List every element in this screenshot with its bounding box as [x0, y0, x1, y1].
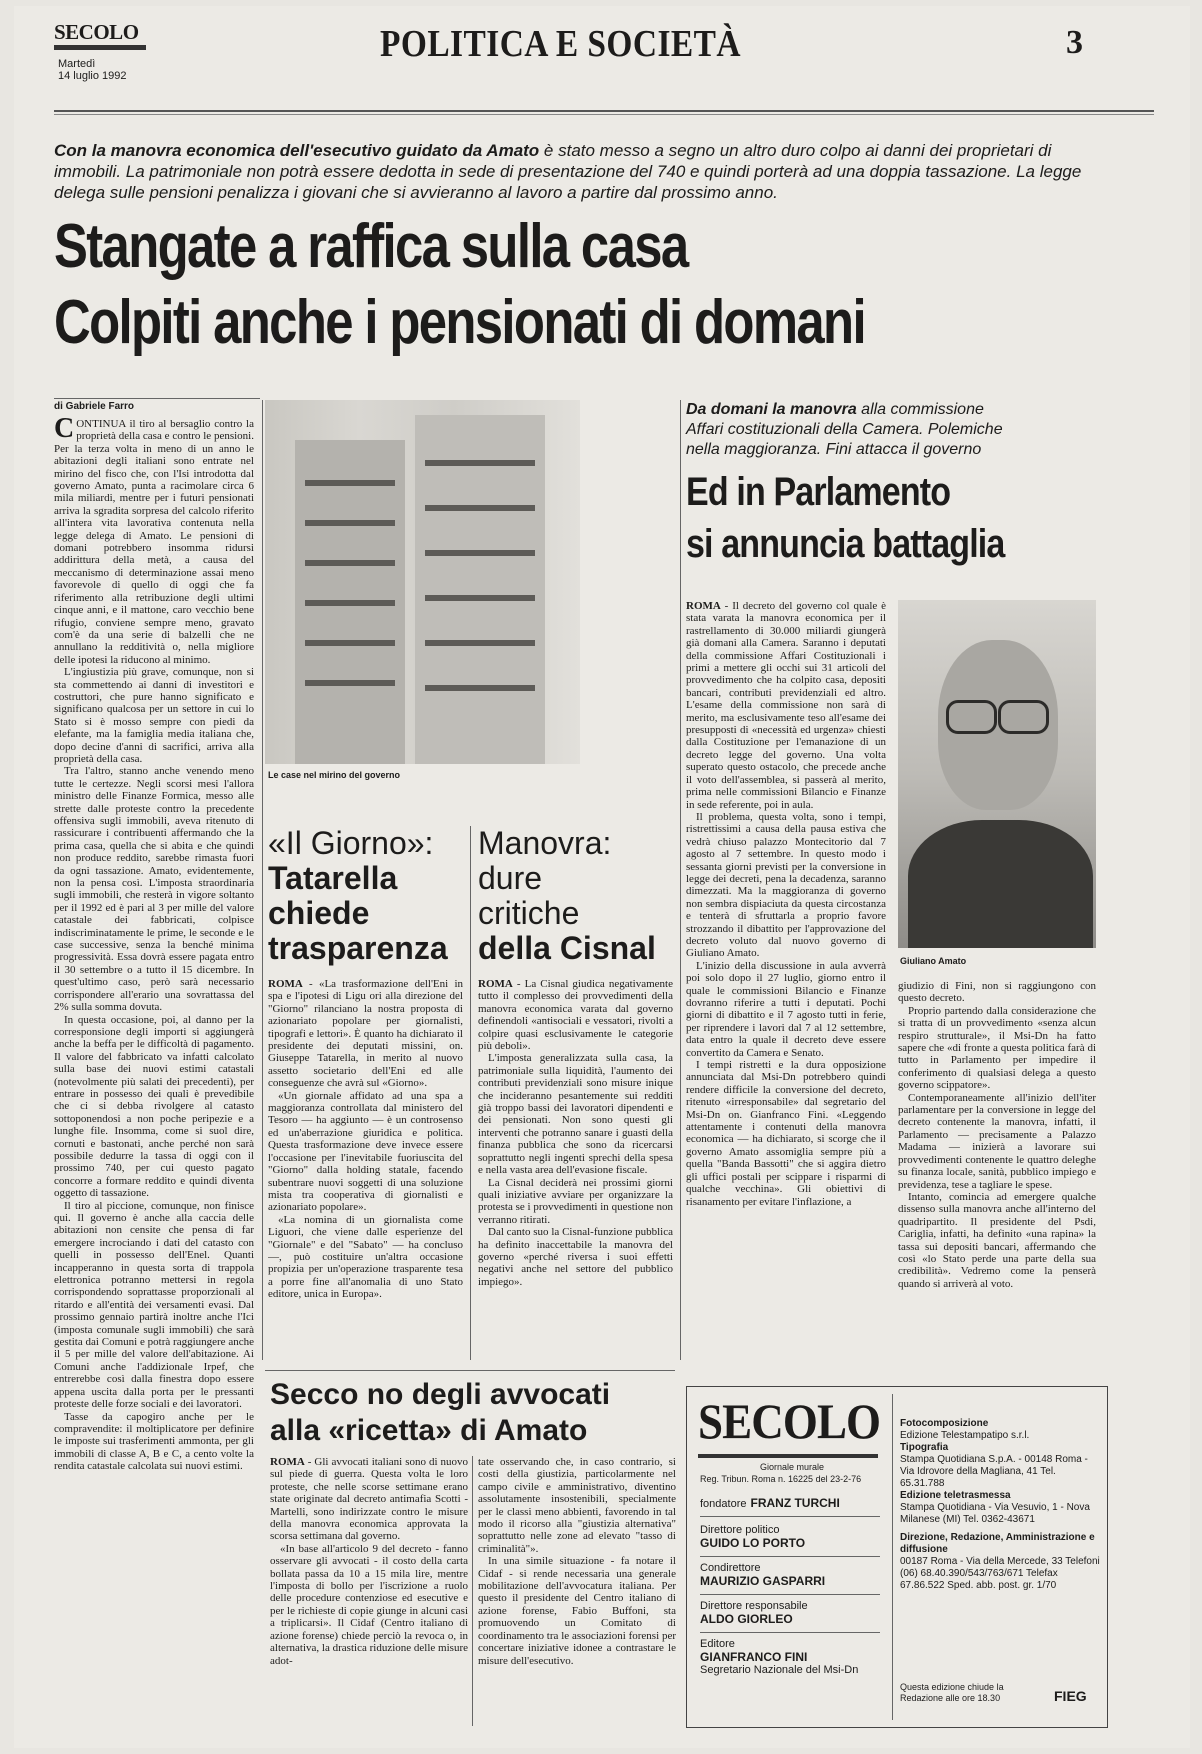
amato-photo-caption: Giuliano Amato [900, 956, 967, 966]
cisnal-title-4: della Cisnal [478, 930, 656, 966]
colophon-founder-name: FRANZ TURCHI [750, 1496, 840, 1510]
lead-headline-1: Stangate a raffica sulla casa [54, 212, 688, 281]
lead-paragraph: ONTINUA il tiro al bersaglio contro la proprietà della casa e contro le pensioni. Per la terza volta in meno di un anno le abitazioni degli italiani sono entrate nel mirino del fisco che, con l'Isi introdotta dal governo Amato, punta a racimolare circa 6 mila miliardi, mentre per i futuri pensionati arriva la sgradita sorpresa del calcolo riferito all'intera vita lavorativa contenuta nella legge delega di Amato. Le pensioni di domani potrebbero insomma ridursi addirittura della metà, a causa del meccanismo di determinazione assai meno favorevole di quello di oggi che fa riferimento alla retribuzione degli ultimi cinque anni, e il mattone, caro vecchio bene rifugio, conviene sempre meno, gravato com'è da una serie di balzelli che ne annullano la redditività o, nella migliore delle ipotesi la riducono al minimo. [54, 418, 254, 666]
section-title: POLITICA E SOCIETÀ [380, 23, 742, 65]
masthead-date [58, 58, 178, 82]
photo-window-row [305, 480, 395, 486]
lead-paragraph: Tra l'altro, stanno anche venendo meno tutte le certezze. Negli scorsi mesi l'allora ministro delle Finanze Formica, messo alle strette dalle proteste contro la precedente offensiva sugli immobili, aveva ritenuto di rassicurare i contribuenti affermando che la prima casa, quella che si abita e che quindi non produce reddito, sarebbe rimasta fuori da ogni tassazione. Amato, evidentemente, non la pensa così. L'imposta straordinaria sugli immobili, che resterà in vigore soltanto per il 1992 ed è pari al 3 per mille del valore catastale dei fabbricati, colpisce indiscriminatamente le prime, le seconde e le case successive, senza la benché minima progressività. Essa dovrà essere pagata entro il 30 settembre o a tutto il 15 dicembre. In quest'ultimo caso, però sarà necessario corrispondere all'erario una sovrattassa del 2% sulla somma dovuta. [54, 765, 254, 1014]
masthead-logo: SECOLO [54, 20, 139, 44]
cisnal-paragraph [478, 978, 673, 1052]
colophon-staff-name: GUIDO LO PORTO [700, 1536, 806, 1550]
colophon-staff-role: Direttore responsabile [700, 1600, 808, 1612]
colophon-logo: SECOLO [698, 1393, 881, 1449]
photo-window-row [305, 680, 395, 686]
parlamento-kicker-rest: alla commissione Affari costituzionali della Camera. Polemiche nella maggioranza. Fini attacca il governo [686, 401, 1003, 458]
colophon-info-head: Tipografia [900, 1442, 949, 1453]
parlamento-paragraph: giudizio di Fini, non si raggiungono con questo decreto. [898, 980, 1096, 1005]
giorno-title-4: trasparenza [268, 930, 448, 966]
photo-window-row [425, 460, 535, 466]
avvocati-dateline: ROMA [270, 1456, 305, 1468]
photo-window-row [305, 600, 395, 606]
colophon-info-head: Fotocomposizione [900, 1418, 989, 1429]
cisnal-paragraph-text: - La Cisnal giudica negativamente tutto il complesso dei provvedimenti della manovra economica varata dal governo definendoli «antisociali e vessatori, rivolti a colpire quasi esclusivamente le categorie più deboli». [478, 978, 673, 1053]
parlamento-paragraph: Intanto, comincia ad emergere qualche dissenso sulla manovra anche all'interno del quadripartito. Il presidente del Psdi, Cariglia, infatti, ha definito «una rapina» la tassa sui depositi bancari, affermando che così «lo Stato perde una parte della sua credibilità». Vedremo come la penserà quando si arriverà al voto. [898, 1190, 1096, 1290]
masthead-day: Martedì [58, 58, 96, 70]
colophon-editor-note: Segretario Nazionale del Msi-Dn [700, 1664, 859, 1676]
avvocati-paragraph: In una simile situazione - fa notare il Cidaf - si rende necessaria una generale mobilitazione dell'avvocatura italiana. Per questo il presidente del Centro italiano di azione forense, Fabio Buffoni, sta promuovendo un Comitato di coordinamento tra le associazioni forensi per concertare iniziative idonee a contrastare le misure dell'esecutivo. [478, 1555, 676, 1667]
avvocati-paragraph-text: - Gli avvocati italiani sono di nuovo sul piede di guerra. Questa volta le loro proteste, che nelle scorse settimane erano state originate dal decreto antimafia Scotti - Martelli, sono indirizzate contro le misure della manovra economica approvata la scorsa settimana dal governo. [270, 1456, 468, 1543]
parlamento-headline-1: Ed in Parlamento [686, 470, 951, 514]
lead-byline: di Gabriele Farro [54, 401, 135, 412]
photo-window-row [425, 550, 535, 556]
portrait-suit [908, 820, 1093, 948]
avvocati-paragraph: «In base all'articolo 9 del decreto - fanno osservare gli avvocati - il costo della carta bollata passa da 10 a 15 mila lire, mentre l'imposta di bollo per l'iscrizione a ruolo delle procedure contenziose ed esecutive e per le richieste di copie giunge in alcuni casi a triplicarsi». Il Cidaf (Centro italiano di azione forense) chiede perciò la revoca o, in alternativa, la drastica riduzione delle misure adot- [270, 1542, 468, 1667]
cisnal-paragraph: L'imposta generalizzata sulla casa, la patrimoniale sulla liquidità, l'aumento dei contributi previdenziali sono misure inique che incideranno pesantemente sui redditi già troppo bassi dei lavoratori dipendenti e dei pensionati. Non sono questi gli interventi che potranno sanare i guasti della finanza pubblica che sono da ricercarsi soprattutto negli ingenti sprechi della spesa e nella vasta area dell'evasione fiscale. [478, 1052, 673, 1177]
avvocati-top-rule [265, 1370, 675, 1371]
top-rule [54, 110, 1154, 112]
colophon-staff-entry [700, 1638, 890, 1676]
cisnal-paragraph: La Cisnal deciderà nei prossimi giorni quali iniziative avviare per organizzare la protesta se i provvedimenti in questione non verranno ritirati. [478, 1176, 673, 1226]
colophon-founder [700, 1494, 840, 1512]
colophon-closing-note: Questa edizione chiude la Redazione alle ore 18.30 [900, 1682, 1004, 1703]
lead-headline-2: Colpiti anche i pensionati di domani [54, 288, 865, 357]
top-rule-thin [54, 114, 1154, 115]
fieg-logo: FIEG [1054, 1688, 1087, 1704]
lead-paragraph: Tasse da capogiro anche per le compravendite: il moltiplicatore per definire le imposte sui trasferimenti ammonta, per gli immobili di classe A, B e C, a cento volte la rendita catastale calcolata sui nuovi estimi. [54, 1410, 254, 1473]
giorno-paragraph [268, 978, 463, 1090]
column-rule [680, 400, 681, 1360]
lead-paragraph: In questa occasione, poi, al danno per la corresponsione degli importi si aggiungerà anche la beffa per le difficoltà di pagamento. Il valore del fabbricato va infatti calcolato sulla base dei nuovi estimi catastali (notevolmente più salati dei precedenti), per entrare in possesso dei quali è prevedibile che ci si debba rivolgere al catasto sottoponendosi a non poche peripezie e a lunghe file. Insomma, come si suol dire, cornuti e bastonati, anche perché non sarà possibile dedurre la tassa di oggi con il prossimo 740, per cui questo pagato concorre a formare reddito e quindi diventa oggetto di tassazione. [54, 1013, 254, 1200]
giorno-article-column [268, 978, 463, 1358]
parlamento-paragraph: I tempi ristretti e la dura opposizione annunciata dal Msi-Dn potrebbero quindi rendere difficile la conversione del decreto, ritenuto «irresponsabile» dal segretario del Msi-Dn on. Gianfranco Fini. «Leggendo attentamente i contenuti della manovra economica — ha dichiarato, si scorge che il governo Amato assomiglia sempre più a quella "Banda Bassotti" che si aggira dietro gli uffici postali per scippare i risparmi di qualche vecchina». Gli obiettivi di risanamento per evitare l'inflazione, a [686, 1059, 886, 1208]
buildings-photo [265, 400, 580, 764]
parlamento-paragraph [686, 600, 886, 811]
colophon-staff-role: Editore [700, 1638, 735, 1650]
colophon-staff-entry [700, 1524, 890, 1550]
column-rule [472, 1456, 473, 1726]
colophon-divider [700, 1556, 880, 1557]
cisnal-title-3: critiche [478, 895, 580, 931]
colophon-staff-name: ALDO GIORLEO [700, 1612, 793, 1626]
lead-deck-rest: è stato messo a segno un altro duro colpo ai danni dei proprietari di immobili. La patrimoniale non potrà essere dedotta in sede di presentazione del 740 e quindi porterà ad una doppia tassazione. La legge delega sulle pensioni penalizza i giovani che si avvieranno al lavoro a partire dal prossimo anno. [54, 141, 1082, 202]
parlamento-dateline: ROMA [686, 600, 721, 612]
portrait-glasses-left [946, 700, 997, 734]
colophon-divider [700, 1632, 880, 1633]
colophon-staff-name: GIANFRANCO FINI [700, 1650, 808, 1664]
colophon-column-rule [892, 1394, 893, 1720]
parlamento-article-column [686, 600, 886, 1360]
colophon-divider [700, 1594, 880, 1595]
cisnal-title-2: dure [478, 860, 543, 896]
cisnal-dateline: ROMA [478, 978, 513, 990]
giorno-dateline: ROMA [268, 978, 303, 990]
giorno-title-3: chiede [268, 895, 370, 931]
giorno-paragraph: «Un giornale affidato ad una spa a maggioranza controllata dal ministero del Tesoro — ha aggiunto — è un controsenso ed un'aberrazione giuridica e politica. Questa trasformazione deve invece essere l'occasione per l'inevitabile fuoriuscita del "Giorno" dalla holding statale, facendo subentrare nuovi soggetti di una soluzione mista tra cooperativa di giornalisti e azionariato popolare». [268, 1089, 463, 1214]
colophon-info-text: Stampa Quotidiana S.p.A. - 00148 Roma - Via Idrovore della Magliana, 41 Tel. 65.31.788 [900, 1454, 1088, 1489]
colophon-divider [700, 1516, 880, 1517]
lead-article-column [54, 418, 254, 1720]
masthead-bar [54, 45, 146, 50]
parlamento-kicker-lead: Da domani la manovra [686, 401, 857, 418]
portrait-glasses-right [998, 700, 1049, 734]
photo-window-row [425, 505, 535, 511]
colophon-info-head: Edizione teletrasmessa [900, 1490, 1011, 1501]
photo-window-row [425, 685, 535, 691]
amato-portrait [898, 600, 1096, 948]
photo-window-row [305, 560, 395, 566]
colophon-staff-name: MAURIZIO GASPARRI [700, 1574, 826, 1588]
parlamento-paragraph: Il problema, questa volta, sono i tempi, ristrettissimi a causa della pausa estiva che vedrà chiuso palazzo Montecitorio dal 7 agosto al 7 settembre. In questo modo i sessanta giorni previsti per la conversione in legge dei decreti, pena la decadenza, saranno dimezzati. Ma la maggioranza di governo non sembra dispiaciuta da questa circostanza e tenterà di sfruttarla a proprio favore strozzando il dibattito per l'approvazione del decreto voluto dal nuovo governo di Giuliano Amato. [686, 810, 886, 960]
avvocati-paragraph [270, 1456, 468, 1543]
giorno-paragraph: «La nomina di un giornalista come Liguori, che viene dalle esperienze del "Giornale" e del "Sabato" — ha concluso —, può costituire un'altra occasione propizia per un'operazione trasparente tesa a porre fine all'anomalia di uno Stato editore, unica in Europa». [268, 1213, 463, 1301]
buildings-photo-caption: Le case nel mirino del governo [268, 770, 401, 780]
avvocati-paragraph: tate osservando che, in caso contrario, si costi della giustizia, particolarmente nel campo civile e amministrativo, diventino assolutamente insostenibili, specialmente per le classi meno abbienti, favorendo in tal modo il ricorso alla "giustizia alternativa" soprattutto nelle zone ad elevato "tasso di criminalità"». [478, 1456, 676, 1555]
lead-dropcap: C [54, 418, 75, 444]
colophon-staff-entry [700, 1600, 890, 1626]
colophon-subtitle: Giornale murale [760, 1462, 825, 1472]
parlamento-paragraph-text: - Il decreto del governo col quale è stata varata la manovra economica per il rastrellamento di 30.000 miliardi giungerà già domani alla Camera. Saranno i deputati della commissione Affari Costituzionali i primi a mettere gli occhi sui 31 articoli del provvedimento che ha colpito casa, depositi bancari, contributi previdenziali ed altro. L'esame della commissione non sarà di merito, ma esclusivamente teso all'esame dei presupposti di «necessità ed urgenza» chiesti dalla Costituzione per l'emanazione di un decreto legge del governo. Una volta superato questo ostacolo, che precede anche il voto dell'assemblea, si passerà al merito, prima nelle commissioni Bilancio e Finanze in sede referente, poi in aula. [686, 600, 886, 811]
photo-window-row [425, 595, 535, 601]
colophon-staff-entry [700, 1562, 890, 1588]
photo-window-row [425, 640, 535, 646]
parlamento-paragraph: Contemporaneamente all'inizio dell'iter parlamentare per la conversione in legge del decreto contenente la manovra, infatti, il Parlamento — precisamente a Palazzo Madama — inizierà a lavorare sui provvedimenti contenente le quattro deleghe su finanza locale, sanità, pubblico impiego e previdenza, tese a tagliare le spese. [898, 1091, 1096, 1191]
byline-rule [54, 398, 260, 399]
cisnal-title-1: Manovra: [478, 825, 612, 861]
lead-paragraph: Il tiro al piccione, comunque, non finisce qui. Il governo è anche alla caccia delle abitazioni non censite che pensa di far emergere incrociando i dati del catasto con quelli in possesso dell'Enel. Quanti incapperanno in questa sorta di trappola elettronica potranno mettersi in regola corrispondendo soprattasse proporzionali al ritardo e all'entità dei versamenti evasi. Dal prossimo gennaio partirà inoltre anche l'Ici (imposta comunale sugli immobili) che sarà gestita dai Comuni e potrà raggiungere anche il 5 per mille del valore dell'abitazione. Ai Comuni anche l'addizionale Irpef, che entrerebbe così dalla finestra dopo essere appena uscita dalla porta per le pressanti proteste delle forze sociali e dei lavoratori. [54, 1199, 254, 1411]
page-number: 3 [1066, 24, 1083, 61]
colophon-info-text: 00187 Roma - Via della Mercede, 33 Telefoni (06) 68.40.390/543/763/671 Telefax 67.86.522 Sped. abb. post. gr. 1/70 [900, 1556, 1100, 1591]
lead-deck [54, 140, 1104, 203]
giorno-title-2: Tatarella [268, 860, 398, 896]
avvocati-headline-2: alla «ricetta» di Amato [270, 1414, 588, 1447]
colophon-logo-bar [698, 1454, 878, 1458]
avvocati-article-column-right [478, 1456, 676, 1730]
cisnal-paragraph: Dal canto suo la Cisnal-funzione pubblica ha definito inaccettabile la manovra del governo «perché riversa i suoi effetti negativi anche nel settore del pubblico impiego». [478, 1226, 673, 1288]
colophon-founder-label: fondatore [700, 1498, 747, 1510]
colophon-staff-role: Condirettore [700, 1562, 761, 1574]
lead-deck-lead: Con la manovra economica dell'esecutivo guidato da Amato [54, 141, 540, 160]
colophon-info-column [900, 1418, 1100, 1592]
parlamento-kicker [686, 400, 1016, 460]
photo-window-row [305, 520, 395, 526]
parlamento-article-column-right [898, 980, 1096, 1360]
cisnal-article-column [478, 978, 673, 1358]
colophon-info-head: Direzione, Redazione, Amministrazione e diffusione [900, 1532, 1095, 1555]
masthead-date-text: 14 luglio 1992 [58, 70, 127, 82]
column-rule [262, 400, 263, 1360]
lead-paragraph: L'ingiustizia più grave, comunque, non si sta commettendo ai danni di investitori e costruttori, che pure hanno significato e significano qualcosa per un settore in cui lo Stato si è mosso sempre con piedi da elefante, ma la famiglia media italiana che, dopo decine d'anni di sacrifici, arriva alla proprietà della casa. [54, 666, 254, 765]
colophon-registration: Reg. Tribun. Roma n. 16225 del 23-2-76 [700, 1474, 862, 1484]
parlamento-paragraph: L'inizio della discussione in aula avverrà poi solo dopo il 27 luglio, giorno entro il quale le commissioni Bilancio e Finanze dovranno riferire a tutti i deputati. Pochi giorni di dibattito e il 7 agosto tutti in ferie, per riprendere i lavori dal 7 al 12 settembre, data entro la quale il decreto deve essere convertito da Camera e Senato. [686, 959, 886, 1059]
avvocati-article-column-left [270, 1456, 468, 1730]
avvocati-headline-1: Secco no degli avvocati [270, 1378, 611, 1411]
colophon-info-text: Stampa Quotidiana - Via Vesuvio, 1 - Nova Milanese (MI) Tel. 0362-43671 [900, 1502, 1090, 1525]
giorno-title-1: «Il Giorno»: [268, 825, 434, 861]
parlamento-paragraph: Proprio partendo dalla considerazione che si tratta di un provvedimento «senza alcun respiro strutturale», il Msi-Dn ha fatto sapere che «di fronte a questa politica farà di tutto in Parlamento per impedire il conferimento di qualsiasi delega a questo governo scippatore». [898, 1004, 1096, 1092]
colophon-info-text: Edizione Telestampatipo s.r.l. [900, 1430, 1030, 1441]
parlamento-headline-2: si annuncia battaglia [686, 522, 1005, 566]
photo-window-row [305, 640, 395, 646]
giorno-paragraph-text: - «La trasformazione dell'Eni in spa e l'ipotesi di Ligu ori alla direzione del "Giorno" rilanciano la nostra proposta di azionariato popolare per giornalisti, tipografi e lettori». È quanto ha dichiarato il presidente dei deputati missini, on. Giuseppe Tatarella, in merito al nuovo assetto societario dell'Eni ed alle conseguenze che avrà sul «Giorno». [268, 978, 463, 1090]
photo-building-right [415, 415, 545, 764]
column-rule [470, 826, 471, 1360]
colophon-staff-role: Direttore politico [700, 1524, 780, 1536]
